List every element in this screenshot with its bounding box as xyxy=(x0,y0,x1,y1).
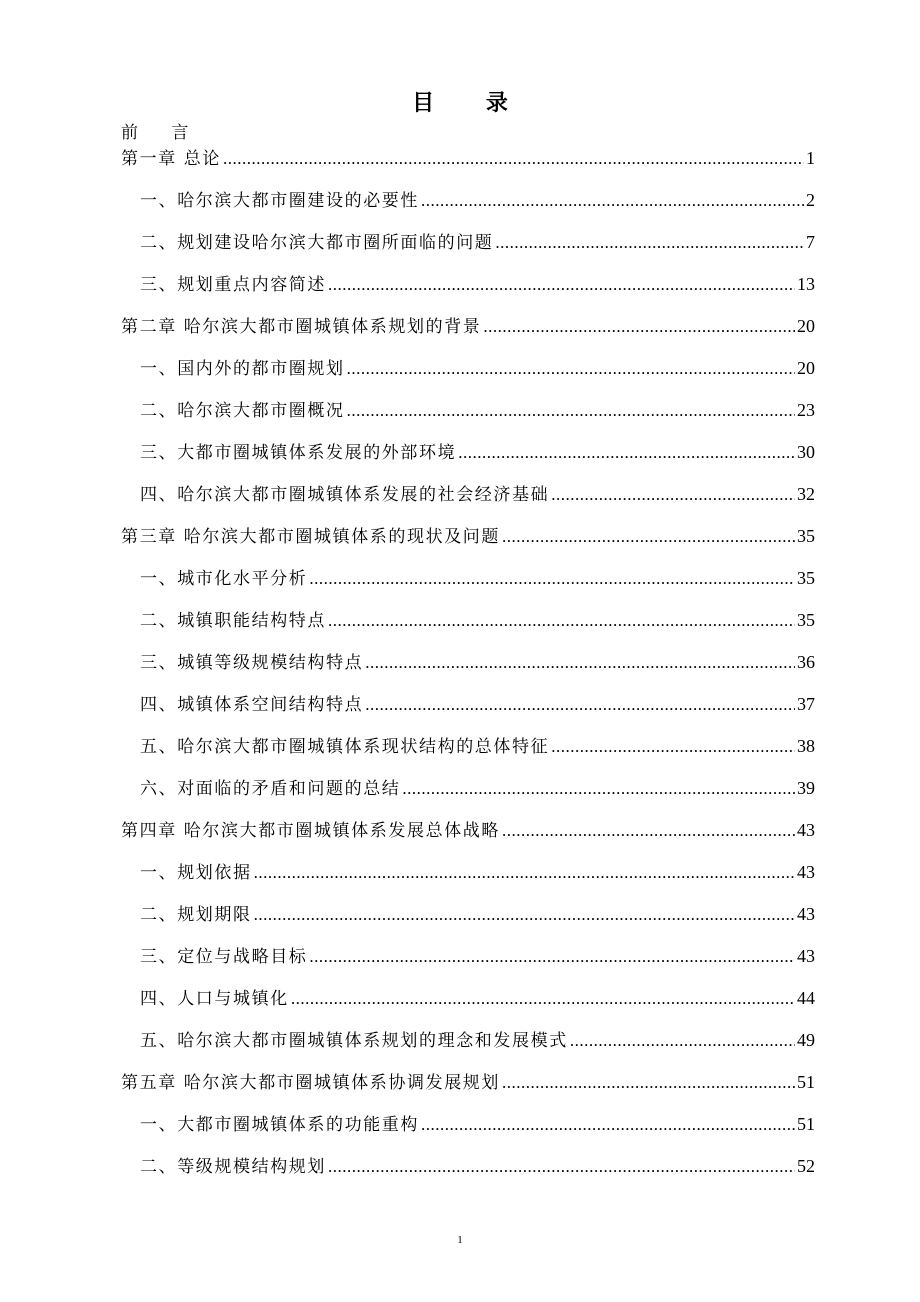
toc-chapter-entry[interactable] xyxy=(121,1068,815,1110)
page-number: 1 xyxy=(457,1234,463,1246)
toc-entry-page: 37 xyxy=(797,694,815,714)
toc-entry-label: 四、人口与城镇化 xyxy=(140,989,289,1009)
toc-section-entry[interactable] xyxy=(121,354,815,396)
table-of-contents xyxy=(121,144,815,1194)
toc-entry-page: 36 xyxy=(797,652,815,672)
toc-section-entry[interactable] xyxy=(121,984,815,1026)
toc-dot-leader xyxy=(551,481,795,509)
toc-dot-leader xyxy=(309,565,795,593)
toc-entry-label: 一、大都市圈城镇体系的功能重构 xyxy=(140,1115,419,1135)
toc-chapter-entry[interactable] xyxy=(121,312,815,354)
toc-dot-leader xyxy=(347,397,795,425)
toc-entry-label: 三、大都市圈城镇体系发展的外部环境 xyxy=(140,443,457,463)
toc-entry-label: 第一章 总论 xyxy=(121,149,222,169)
toc-entry-page: 38 xyxy=(797,736,815,756)
toc-entry-label: 四、城镇体系空间结构特点 xyxy=(140,695,364,715)
toc-entry-label: 第五章 哈尔滨大都市圈城镇体系协调发展规划 xyxy=(121,1073,501,1093)
toc-entry-page: 30 xyxy=(797,442,815,462)
toc-dot-leader xyxy=(347,355,795,383)
toc-entry-label: 三、规划重点内容简述 xyxy=(140,275,326,295)
toc-dot-leader xyxy=(570,1027,795,1055)
toc-entry-label: 一、城市化水平分析 xyxy=(140,569,308,589)
toc-entry-page: 52 xyxy=(797,1156,815,1176)
toc-section-entry[interactable] xyxy=(121,438,815,480)
toc-entry-page: 43 xyxy=(797,820,815,840)
toc-entry-page: 44 xyxy=(797,988,815,1008)
toc-entry-page: 32 xyxy=(797,484,815,504)
toc-section-entry[interactable] xyxy=(121,690,815,732)
toc-entry-label: 二、等级规模结构规划 xyxy=(140,1157,326,1177)
toc-section-entry[interactable] xyxy=(121,858,815,900)
toc-dot-leader xyxy=(291,985,795,1013)
toc-entry-label: 三、定位与战略目标 xyxy=(140,947,308,967)
toc-entry-page: 39 xyxy=(797,778,815,798)
toc-entry-label: 第三章 哈尔滨大都市圈城镇体系的现状及问题 xyxy=(121,527,501,547)
toc-section-entry[interactable] xyxy=(121,732,815,774)
toc-chapter-entry[interactable] xyxy=(121,816,815,858)
toc-dot-leader xyxy=(365,691,795,719)
toc-entry-label: 一、国内外的都市圈规划 xyxy=(140,359,345,379)
toc-section-entry[interactable] xyxy=(121,228,815,270)
toc-dot-leader xyxy=(328,271,795,299)
toc-dot-leader xyxy=(223,145,804,173)
toc-dot-leader xyxy=(421,1111,795,1139)
toc-entry-label: 二、哈尔滨大都市圈概况 xyxy=(140,401,345,421)
toc-preface: 前 言 xyxy=(121,123,203,143)
toc-entry-label: 四、哈尔滨大都市圈城镇体系发展的社会经济基础 xyxy=(140,485,550,505)
toc-dot-leader xyxy=(483,313,795,341)
toc-entry-page: 13 xyxy=(797,274,815,294)
toc-section-entry[interactable] xyxy=(121,186,815,228)
toc-section-entry[interactable] xyxy=(121,1152,815,1194)
toc-section-entry[interactable] xyxy=(121,1110,815,1152)
toc-entry-label: 三、城镇等级规模结构特点 xyxy=(140,653,364,673)
toc-entry-page: 43 xyxy=(797,862,815,882)
toc-section-entry[interactable] xyxy=(121,480,815,522)
toc-entry-page: 43 xyxy=(797,904,815,924)
toc-dot-leader xyxy=(502,1069,795,1097)
toc-dot-leader xyxy=(495,229,804,257)
toc-section-entry[interactable] xyxy=(121,900,815,942)
toc-entry-page: 35 xyxy=(797,568,815,588)
toc-entry-page: 7 xyxy=(806,232,815,252)
toc-entry-page: 20 xyxy=(797,358,815,378)
toc-entry-label: 第二章 哈尔滨大都市圈城镇体系规划的背景 xyxy=(121,317,482,337)
toc-entry-label: 二、规划建设哈尔滨大都市圈所面临的问题 xyxy=(140,233,494,253)
toc-dot-leader xyxy=(328,607,795,635)
toc-entry-label: 第四章 哈尔滨大都市圈城镇体系发展总体战略 xyxy=(121,821,501,841)
toc-section-entry[interactable] xyxy=(121,396,815,438)
toc-title: 目 录 xyxy=(412,90,530,116)
toc-entry-page: 51 xyxy=(797,1114,815,1134)
toc-section-entry[interactable] xyxy=(121,606,815,648)
toc-section-entry[interactable] xyxy=(121,942,815,984)
toc-entry-page: 20 xyxy=(797,316,815,336)
toc-entry-label: 六、对面临的矛盾和问题的总结 xyxy=(140,779,401,799)
toc-entry-label: 五、哈尔滨大都市圈城镇体系现状结构的总体特征 xyxy=(140,737,550,757)
toc-dot-leader xyxy=(551,733,795,761)
toc-dot-leader xyxy=(458,439,795,467)
toc-entry-label: 二、城镇职能结构特点 xyxy=(140,611,326,631)
toc-section-entry[interactable] xyxy=(121,564,815,606)
toc-dot-leader xyxy=(502,817,795,845)
toc-entry-label: 二、规划期限 xyxy=(140,905,252,925)
toc-dot-leader xyxy=(502,523,795,551)
toc-dot-leader xyxy=(254,859,795,887)
toc-entry-page: 43 xyxy=(797,946,815,966)
toc-chapter-entry[interactable] xyxy=(121,522,815,564)
toc-dot-leader xyxy=(254,901,795,929)
toc-entry-page: 2 xyxy=(806,190,815,210)
toc-dot-leader xyxy=(328,1153,795,1181)
toc-entry-page: 1 xyxy=(806,148,815,168)
toc-chapter-entry[interactable] xyxy=(121,144,815,186)
toc-section-entry[interactable] xyxy=(121,648,815,690)
toc-entry-page: 35 xyxy=(797,610,815,630)
toc-entry-page: 35 xyxy=(797,526,815,546)
toc-entry-label: 五、哈尔滨大都市圈城镇体系规划的理念和发展模式 xyxy=(140,1031,568,1051)
toc-section-entry[interactable] xyxy=(121,1026,815,1068)
toc-entry-label: 一、哈尔滨大都市圈建设的必要性 xyxy=(140,191,419,211)
toc-dot-leader xyxy=(402,775,795,803)
toc-dot-leader xyxy=(309,943,795,971)
toc-entry-page: 51 xyxy=(797,1072,815,1092)
toc-entry-page: 23 xyxy=(797,400,815,420)
toc-entry-label: 一、规划依据 xyxy=(140,863,252,883)
toc-dot-leader xyxy=(365,649,795,677)
toc-section-entry[interactable] xyxy=(121,774,815,816)
toc-section-entry[interactable] xyxy=(121,270,815,312)
toc-entry-page: 49 xyxy=(797,1030,815,1050)
toc-dot-leader xyxy=(421,187,804,215)
